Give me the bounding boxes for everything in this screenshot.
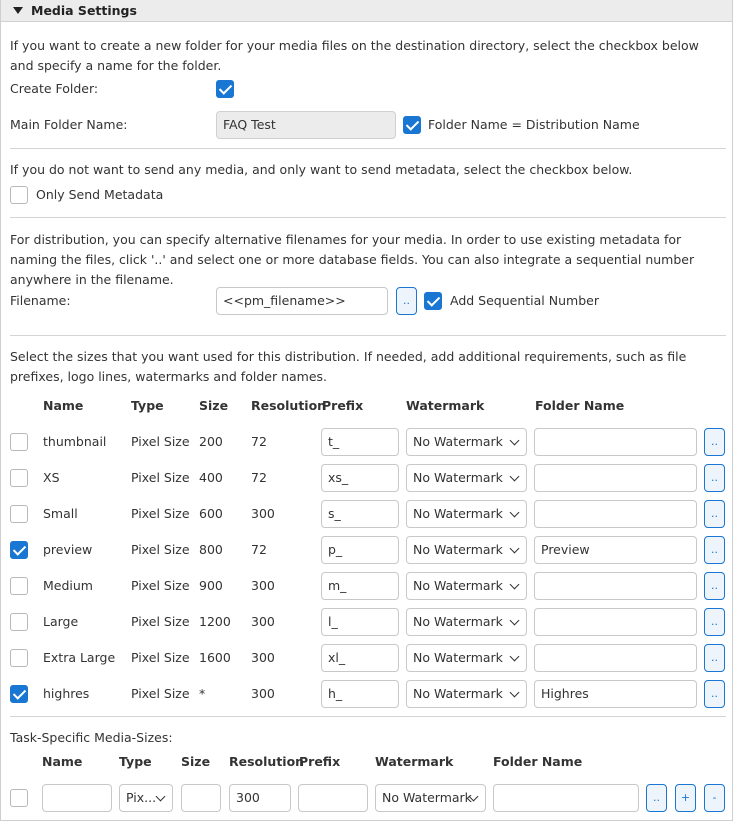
chevron-down-icon — [510, 616, 520, 626]
metadata-intro-text: If you do not want to send any media, and only want to send metadata, select the checkbox below. — [10, 162, 633, 177]
size-row-browse-button[interactable]: .. — [704, 464, 725, 492]
size-row-checkbox[interactable] — [10, 505, 28, 523]
col-header-resolution: Resolution — [251, 398, 327, 413]
divider — [10, 716, 726, 717]
size-row-folder-input[interactable] — [534, 608, 697, 636]
size-row-checkbox[interactable] — [10, 613, 28, 631]
divider — [10, 335, 726, 336]
size-row-checkbox[interactable] — [10, 685, 28, 703]
size-row-folder-input[interactable] — [534, 428, 697, 456]
size-row-watermark-select[interactable] — [406, 536, 527, 564]
size-row-folder-input[interactable] — [534, 644, 697, 672]
divider — [10, 217, 726, 218]
size-row-checkbox[interactable] — [10, 433, 28, 451]
size-row-name: XS — [43, 470, 60, 485]
size-row-prefix-input[interactable]: m_ — [321, 572, 399, 600]
size-row-size: 600 — [199, 506, 223, 521]
only-send-metadata-checkbox[interactable] — [10, 186, 28, 204]
size-row-folder-input[interactable] — [534, 464, 697, 492]
size-row-watermark-select[interactable] — [406, 680, 527, 708]
size-row-resolution: 300 — [251, 506, 275, 521]
size-row-folder-input[interactable] — [534, 500, 697, 528]
size-row-watermark-select[interactable] — [406, 608, 527, 636]
chevron-down-icon — [510, 688, 520, 698]
task-type-select[interactable] — [119, 784, 173, 812]
size-row-prefix-input[interactable]: l_ — [321, 608, 399, 636]
size-row-browse-button[interactable]: .. — [704, 608, 725, 636]
col-header-prefix: Prefix — [322, 398, 364, 413]
chevron-down-icon — [510, 508, 520, 518]
task-name-input[interactable] — [42, 784, 112, 812]
task-type-value: Pix... — [126, 790, 157, 805]
col-header-size: Size — [199, 398, 229, 413]
filename-input[interactable]: <<pm_filename>> — [216, 287, 388, 315]
size-row-checkbox[interactable] — [10, 577, 28, 595]
add-sequential-number-checkbox[interactable] — [424, 292, 442, 310]
size-row-watermark-value: No Watermark — [413, 614, 503, 629]
size-row-name: Small — [43, 506, 78, 521]
size-row-resolution: 72 — [251, 470, 267, 485]
chevron-down-icon — [156, 792, 166, 802]
create-folder-checkbox[interactable] — [216, 80, 234, 98]
size-row-size: 800 — [199, 542, 223, 557]
size-row-prefix-input[interactable]: s_ — [321, 500, 399, 528]
size-row-size: 200 — [199, 434, 223, 449]
chevron-down-icon — [510, 580, 520, 590]
task-remove-button[interactable]: - — [704, 784, 725, 812]
task-browse-button[interactable]: .. — [646, 784, 667, 812]
size-row-watermark-select[interactable] — [406, 464, 527, 492]
size-row-type: Pixel Size — [131, 542, 190, 557]
divider — [10, 148, 726, 149]
size-row-type: Pixel Size — [131, 614, 190, 629]
size-row-size: * — [199, 686, 206, 701]
size-row-resolution: 300 — [251, 614, 275, 629]
size-row-checkbox[interactable] — [10, 541, 28, 559]
size-row-name: preview — [43, 542, 93, 557]
task-resolution-input[interactable]: 300 — [229, 784, 291, 812]
size-row-resolution: 300 — [251, 578, 275, 593]
size-row-prefix-input[interactable]: p_ — [321, 536, 399, 564]
chevron-down-icon — [510, 436, 520, 446]
size-row-type: Pixel Size — [131, 434, 190, 449]
task-col-header-type: Type — [119, 754, 152, 769]
sizes-intro-text: Select the sizes that you want used for this distribution. If needed, add additional requirements, such as file prefixes, logo lines, watermarks and folder names. — [10, 349, 687, 384]
task-watermark-select[interactable] — [375, 784, 486, 812]
create-folder-label: Create Folder: — [10, 81, 99, 96]
main-folder-label: Main Folder Name: — [10, 117, 128, 132]
only-send-metadata-label: Only Send Metadata — [36, 187, 164, 202]
task-prefix-input[interactable] — [298, 784, 368, 812]
size-row-watermark-value: No Watermark — [413, 506, 503, 521]
size-row-type: Pixel Size — [131, 470, 190, 485]
panel-title: Media Settings — [31, 3, 137, 18]
size-row-watermark-value: No Watermark — [413, 470, 503, 485]
size-row-browse-button[interactable]: .. — [704, 428, 725, 456]
panel-header[interactable] — [1, 0, 732, 22]
size-row-browse-button[interactable]: .. — [704, 644, 725, 672]
size-row-browse-button[interactable]: .. — [704, 572, 725, 600]
main-folder-input[interactable]: FAQ Test — [216, 111, 396, 139]
size-row-folder-input[interactable]: Highres — [534, 680, 697, 708]
folder-intro-text: If you want to create a new folder for your media files on the destination directory, select the checkbox below and specify a name for the folder. — [10, 38, 699, 73]
size-row-resolution: 300 — [251, 650, 275, 665]
task-col-header-folder-name: Folder Name — [493, 754, 583, 769]
size-row-name: highres — [43, 686, 90, 701]
collapse-triangle-icon[interactable] — [13, 7, 23, 14]
folder-eq-distribution-label: Folder Name = Distribution Name — [428, 117, 640, 132]
col-header-type: Type — [131, 398, 164, 413]
size-row-prefix-input[interactable]: xs_ — [321, 464, 399, 492]
size-row-resolution: 72 — [251, 542, 267, 557]
size-row-watermark-value: No Watermark — [413, 686, 503, 701]
size-row-checkbox[interactable] — [10, 649, 28, 667]
size-row-size: 1600 — [199, 650, 231, 665]
size-row-name: Large — [43, 614, 79, 629]
filename-browse-button[interactable]: .. — [396, 287, 417, 315]
task-size-input[interactable] — [181, 784, 221, 812]
filename-intro-text: For distribution, you can specify alternative filenames for your media. In order to use existing metadata for naming the files, click '..' and select one or more database fields. You can also integrate a sequential number anywhere in the filename. — [10, 232, 695, 287]
size-row-size: 1200 — [199, 614, 231, 629]
size-row-checkbox[interactable] — [10, 469, 28, 487]
col-header-watermark: Watermark — [406, 398, 485, 413]
size-row-watermark-select[interactable] — [406, 500, 527, 528]
size-row-name: thumbnail — [43, 434, 107, 449]
size-row-prefix-input[interactable]: xl_ — [321, 644, 399, 672]
chevron-down-icon — [510, 544, 520, 554]
size-row-watermark-value: No Watermark — [413, 434, 503, 449]
task-add-button[interactable]: + — [675, 784, 696, 812]
size-row-browse-button[interactable]: .. — [704, 500, 725, 528]
size-row-type: Pixel Size — [131, 506, 190, 521]
size-row-browse-button[interactable]: .. — [704, 680, 725, 708]
size-row-resolution: 300 — [251, 686, 275, 701]
task-col-header-resolution: Resolution — [229, 754, 305, 769]
size-row-type: Pixel Size — [131, 650, 190, 665]
size-row-watermark-select[interactable] — [406, 572, 527, 600]
task-col-header-name: Name — [42, 754, 83, 769]
task-col-header-size: Size — [181, 754, 211, 769]
task-col-header-prefix: Prefix — [299, 754, 341, 769]
folder-eq-distribution-checkbox[interactable] — [403, 116, 421, 134]
add-sequential-number-label: Add Sequential Number — [450, 293, 599, 308]
col-header-name: Name — [43, 398, 84, 413]
size-row-watermark-value: No Watermark — [413, 542, 503, 557]
size-row-name: Extra Large — [43, 650, 116, 665]
size-row-folder-input[interactable]: Preview — [534, 536, 697, 564]
size-row-watermark-select[interactable] — [406, 644, 527, 672]
chevron-down-icon — [510, 472, 520, 482]
filename-label: Filename: — [10, 293, 71, 308]
task-size-checkbox[interactable] — [10, 789, 28, 807]
size-row-size: 900 — [199, 578, 223, 593]
size-row-watermark-select[interactable] — [406, 428, 527, 456]
size-row-watermark-value: No Watermark — [413, 650, 503, 665]
size-row-prefix-input[interactable]: h_ — [321, 680, 399, 708]
size-row-type: Pixel Size — [131, 578, 190, 593]
size-row-name: Medium — [43, 578, 93, 593]
col-header-folder-name: Folder Name — [535, 398, 625, 413]
size-row-watermark-value: No Watermark — [413, 578, 503, 593]
task-specific-title: Task-Specific Media-Sizes: — [10, 730, 173, 745]
task-folder-input[interactable] — [493, 784, 639, 812]
size-row-size: 400 — [199, 470, 223, 485]
chevron-down-icon — [510, 652, 520, 662]
size-row-type: Pixel Size — [131, 686, 190, 701]
size-row-folder-input[interactable] — [534, 572, 697, 600]
task-col-header-watermark: Watermark — [375, 754, 454, 769]
size-row-browse-button[interactable]: .. — [704, 536, 725, 564]
task-watermark-value: No Watermark — [382, 790, 472, 805]
size-row-prefix-input[interactable]: t_ — [321, 428, 399, 456]
size-row-resolution: 72 — [251, 434, 267, 449]
